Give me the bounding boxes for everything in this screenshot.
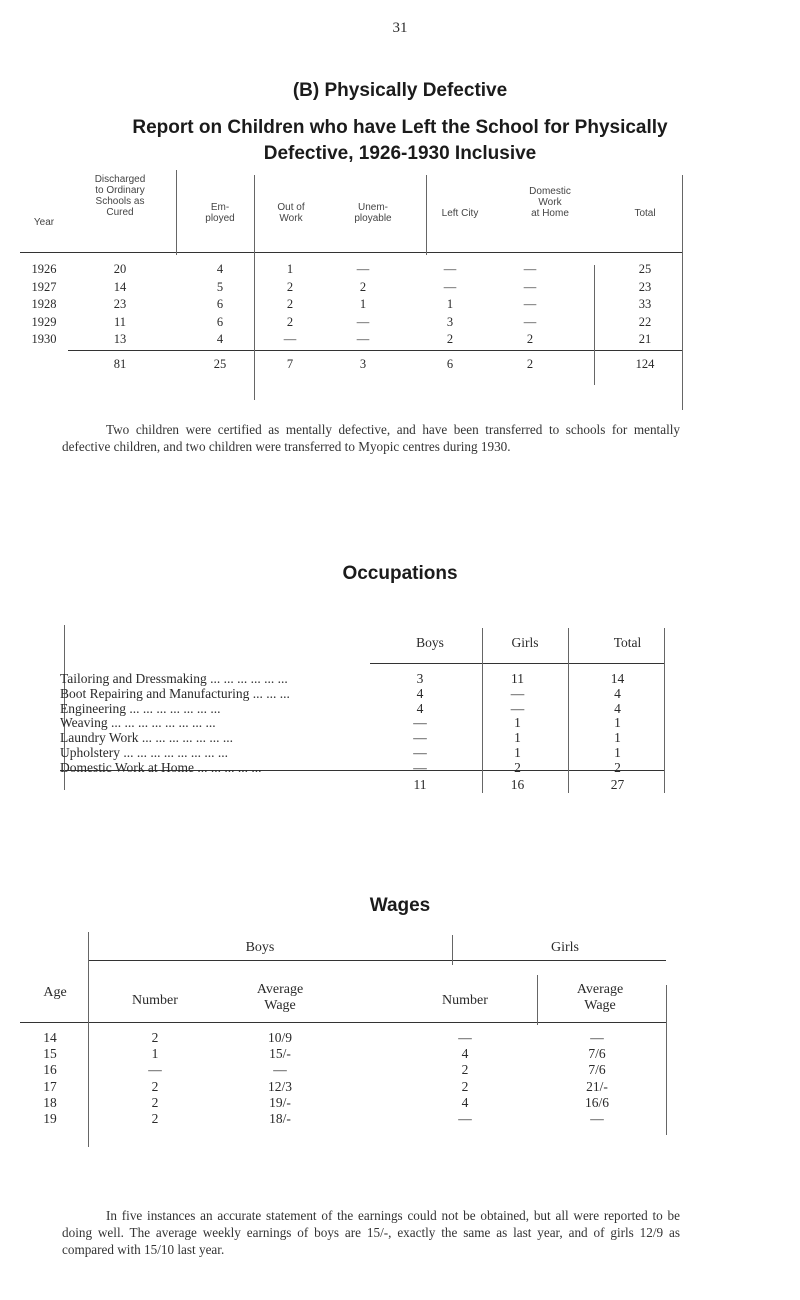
girls-wage-cell: 21/- (586, 1078, 608, 1094)
divider (88, 932, 89, 1147)
boys-number-cell: 2 (151, 1030, 159, 1045)
employed-total: 25 (213, 357, 227, 371)
left-city-cell: 3 (446, 314, 454, 329)
boys-wage-cell: 12/3 (267, 1078, 292, 1094)
boys-header: Boys (416, 635, 444, 650)
girls-wage-cell: — (590, 1030, 604, 1045)
unemployable-cell: — (356, 314, 370, 329)
boys-wage-cell: 19/- (269, 1094, 291, 1110)
year-cell: 1926 (31, 262, 57, 276)
employed-cell: 4 (216, 332, 224, 346)
domestic-header: Domestic Work at Home (529, 186, 571, 219)
girls-count: 2 (514, 759, 521, 775)
year-cell: 1929 (31, 314, 57, 329)
out-of-work-cell: 2 (286, 279, 294, 294)
left-city-cell: — (443, 262, 457, 276)
unemployable-cell: 2 (359, 279, 367, 294)
unemployable-cell: — (356, 262, 370, 276)
girls-count: 1 (514, 715, 521, 731)
divider (176, 170, 177, 255)
total-header: Total (613, 635, 642, 650)
occupation-label: Upholstery ... ... ... ... ... ... ... ... (60, 745, 228, 760)
occupation-label: Engineering ... ... ... ... ... ... ... (60, 700, 221, 716)
boys-count: 4 (416, 700, 424, 716)
out-of-work-cell: — (283, 332, 297, 346)
boys-total: 11 (413, 777, 427, 792)
grand-total: 27 (610, 777, 625, 792)
domestic-cell: — (523, 297, 537, 311)
divider (568, 628, 569, 793)
girls-header: Girls (511, 635, 539, 650)
boys-count: 4 (416, 685, 424, 701)
girls-wage-cell: — (590, 1111, 604, 1126)
left-city-header: Left City (441, 208, 479, 219)
total-count: 4 (614, 685, 621, 701)
left-city-total: 6 (446, 357, 454, 371)
divider (682, 175, 683, 410)
boys-number-cell: 2 (151, 1111, 159, 1126)
divider (482, 628, 483, 793)
age-cell: 19 (43, 1111, 57, 1126)
girls-count: 1 (514, 730, 521, 746)
boys-count: 3 (416, 671, 424, 686)
occupation-label: Domestic Work at Home ... ... ... ... ... (60, 759, 262, 775)
occupation-label: Boot Repairing and Manufacturing ... ... ... (60, 685, 290, 701)
unemployable-cell: 1 (359, 297, 367, 311)
table1-header-rule (20, 252, 682, 253)
girls-average-wage-header: Average Wage (576, 982, 624, 1013)
year-cell: 1928 (31, 297, 57, 311)
boys-average-wage-header: Average Wage (256, 982, 304, 1013)
out-of-work-cell: 2 (286, 297, 294, 311)
discharged-cell: 20 (113, 262, 127, 276)
left-city-cell: 1 (446, 297, 454, 311)
boys-number-cell: — (148, 1062, 162, 1078)
girls-header: Girls (551, 940, 579, 955)
girls-number-cell: 4 (461, 1046, 469, 1062)
table1-totals-rule (68, 350, 682, 351)
girls-number-cell: 4 (461, 1094, 469, 1110)
divider (452, 935, 453, 965)
occupations-header-rule (370, 663, 665, 664)
divider (254, 175, 255, 400)
section-title: (B) Physically Defective (292, 80, 508, 101)
girls-wage-cell: 7/6 (588, 1046, 606, 1062)
girls-count: 1 (514, 745, 521, 760)
total-count: 1 (614, 730, 621, 746)
domestic-cell: — (523, 314, 537, 329)
total-cell: 25 (638, 262, 652, 276)
discharged-cell: 13 (113, 332, 127, 346)
wages-header-rule (20, 1022, 666, 1023)
total-cell: 33 (638, 297, 652, 311)
report-title-line2: Defective, 1926-1930 Inclusive (263, 143, 537, 164)
domestic-total: 2 (526, 357, 534, 371)
report-title-line1: Report on Children who have Left the School for Physically (132, 117, 668, 138)
total-cell: 22 (638, 314, 652, 329)
divider (664, 628, 665, 793)
boys-wage-cell: 10/9 (267, 1030, 292, 1045)
girls-count: — (510, 700, 525, 716)
occupation-label: Tailoring and Dressmaking ... ... ... ... ... ... (60, 671, 288, 686)
girls-count: — (510, 685, 525, 701)
girls-total: 16 (510, 777, 525, 792)
domestic-cell: 2 (526, 332, 534, 346)
girls-number-cell: — (458, 1030, 472, 1045)
total-count: 4 (614, 700, 621, 716)
girls-number-cell: 2 (461, 1078, 469, 1094)
boys-count: — (413, 745, 427, 760)
girls-number-cell: 2 (461, 1062, 469, 1078)
total-total: 124 (635, 357, 655, 371)
year-cell: 1927 (31, 279, 57, 294)
domestic-cell: — (523, 279, 537, 294)
wages-title: Wages (369, 895, 431, 916)
girls-number-header: Number (442, 993, 488, 1008)
total-count: 2 (614, 759, 621, 775)
wages-group-rule (88, 960, 666, 961)
boys-number-cell: 1 (151, 1046, 159, 1062)
boys-number-cell: 2 (151, 1078, 159, 1094)
age-cell: 18 (43, 1094, 57, 1110)
divider (666, 985, 667, 1135)
boys-header: Boys (245, 940, 275, 955)
domestic-cell: — (523, 262, 537, 276)
boys-count: — (413, 759, 427, 775)
divider (426, 175, 427, 255)
girls-count: 11 (511, 671, 524, 686)
age-cell: 17 (43, 1078, 57, 1094)
total-header: Total (634, 208, 656, 219)
girls-wage-cell: 7/6 (588, 1062, 606, 1078)
boys-count: — (413, 730, 427, 746)
left-city-cell: — (443, 279, 457, 294)
boys-wage-cell: 15/- (269, 1046, 291, 1062)
girls-wage-cell: 16/6 (584, 1094, 609, 1110)
occupations-title: Occupations (342, 563, 458, 584)
age-cell: 16 (43, 1062, 57, 1078)
boys-wage-cell: 18/- (269, 1111, 291, 1126)
total-cell: 21 (638, 332, 652, 346)
employed-cell: 6 (216, 297, 224, 311)
boys-count: — (413, 715, 427, 731)
age-cell: 14 (43, 1030, 57, 1045)
occupation-label: Laundry Work ... ... ... ... ... ... ... (60, 730, 234, 746)
total-count: 1 (614, 745, 621, 760)
divider (537, 975, 538, 1025)
year-cell: 1930 (31, 332, 57, 346)
discharged-cell: 23 (113, 297, 127, 311)
page-number: 31 (392, 20, 408, 36)
unemployable-total: 3 (359, 357, 367, 371)
out-of-work-total: 7 (286, 357, 294, 371)
age-cell: 15 (43, 1046, 57, 1062)
employed-cell: 5 (216, 279, 224, 294)
earnings-note: In five instances an accurate statement of the earnings could not be obtained, but all were reported to be doing well. The average weekly earnings of boys are 15/-, exactly the same as last year, and of girls 12/9 as compared with 15/10 last year. (62, 1208, 680, 1257)
discharged-cell: 11 (113, 314, 127, 329)
employed-header: Em- ployed (205, 202, 235, 224)
out-of-work-cell: 2 (286, 314, 294, 329)
certification-note: Two children were certified as mentally defective, and have been transferred to schools for mentally defective children, and two children were transferred to Myopic centres during 1930. (62, 422, 680, 454)
girls-number-cell: — (458, 1111, 472, 1126)
boys-wage-cell: — (273, 1062, 287, 1078)
total-count: 14 (610, 671, 625, 686)
total-count: 1 (614, 715, 621, 731)
occupation-label: Weaving ... ... ... ... ... ... ... ... (60, 715, 216, 731)
employed-cell: 6 (216, 314, 224, 329)
employed-cell: 4 (216, 262, 224, 276)
discharged-header: Discharged to Ordinary Schools as Cured (94, 174, 146, 218)
boys-number-cell: 2 (151, 1094, 159, 1110)
age-header: Age (43, 985, 67, 1000)
out-of-work-header: Out of Work (277, 202, 305, 224)
boys-number-header: Number (132, 993, 178, 1008)
unemployable-header: Unem- ployable (354, 202, 392, 224)
left-city-cell: 2 (446, 332, 454, 346)
divider (594, 265, 595, 385)
year-header: Year (33, 217, 55, 228)
unemployable-cell: — (356, 332, 370, 346)
out-of-work-cell: 1 (286, 262, 294, 276)
discharged-cell: 14 (113, 279, 127, 294)
discharged-total: 81 (113, 357, 127, 371)
total-cell: 23 (638, 279, 652, 294)
